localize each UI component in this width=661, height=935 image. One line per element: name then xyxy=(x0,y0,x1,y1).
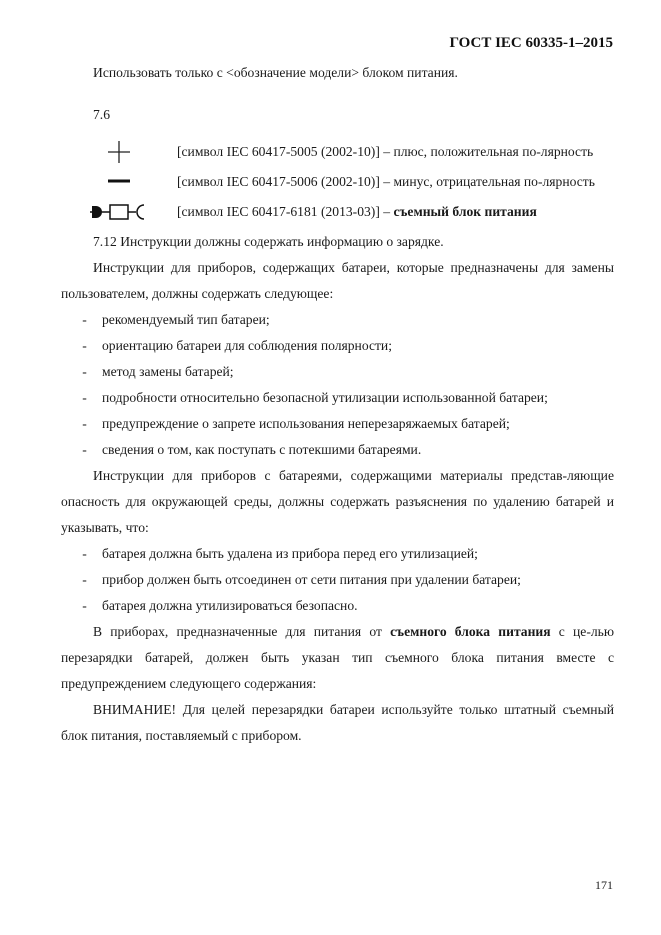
paragraph-detachable-bold: съемного блока питания xyxy=(390,624,551,639)
symbol-desc-detachable-prefix: [символ IEC 60417-6181 (2013-03)] – xyxy=(177,204,394,219)
minus-icon xyxy=(61,169,177,195)
section-number-7-6: 7.6 xyxy=(93,107,110,122)
list-battery-info xyxy=(61,307,614,463)
page-header-standard: ГОСТ IEC 60335-1–2015 xyxy=(449,35,613,51)
document-body xyxy=(61,60,614,749)
paragraph-detachable-suffix: с це-лью перезарядки батарей, должен быть указан тип съемного блока питания вместе с предупреждением следующего содержания: xyxy=(61,624,614,691)
list-item-text: метод замены батарей; xyxy=(102,364,234,379)
symbol-row-minus xyxy=(61,169,614,195)
symbol-row-plus xyxy=(61,139,614,165)
list-item-text: ориентацию батареи для соблюдения полярности; xyxy=(102,338,392,353)
paragraph-7-12: 7.12 Инструкции должны содержать информацию о зарядке. xyxy=(93,234,444,249)
list-item-text: предупреждение о запрете использования неперезаряжаемых батарей; xyxy=(102,416,510,431)
list-item: - ориентацию батареи для соблюдения полярности; xyxy=(61,333,614,359)
symbol-row-detachable xyxy=(61,199,614,225)
list-item: - батарея должна утилизироваться безопасно. xyxy=(61,593,614,619)
page-number: 171 xyxy=(595,878,613,892)
paragraph-warning: ВНИМАНИЕ! Для целей перезарядки батареи используйте только штатный съемный блок питания, поставляемый с прибором. xyxy=(61,702,614,743)
symbol-desc-detachable-bold: съемный блок питания xyxy=(393,204,537,219)
list-item: - прибор должен быть отсоединен от сети питания при удалении батареи; xyxy=(61,567,614,593)
plus-icon xyxy=(61,139,177,165)
symbol-desc-minus: [символ IEC 60417-5006 (2002-10)] – минус, отрицательная по-лярность xyxy=(177,174,595,189)
intro-line: Использовать только с <обозначение модели> блоком питания. xyxy=(93,65,458,80)
paragraph-detachable-prefix: В приборах, предназначенные для питания от xyxy=(93,624,391,639)
list-item: - сведения о том, как поступать с потекшими батареями. xyxy=(61,437,614,463)
list-item-text: рекомендуемый тип батареи; xyxy=(102,312,270,327)
symbol-desc-detachable xyxy=(177,199,614,225)
symbol-desc-plus: [символ IEC 60417-5005 (2002-10)] – плюс, положительная по-лярность xyxy=(177,144,594,159)
list-item-text: батарея должна быть удалена из прибора перед его утилизацией; xyxy=(102,546,478,561)
list-item: - рекомендуемый тип батареи; xyxy=(61,307,614,333)
list-item: - предупреждение о запрете использования неперезаряжаемых батарей; xyxy=(61,411,614,437)
paragraph-hazard: Инструкции для приборов с батареями, содержащими материалы представ-ляющие опасность для окружающей среды, должны содержать разъяснения по удалению батарей и указывать, что: xyxy=(61,468,614,535)
detachable-power-supply-icon xyxy=(61,199,177,225)
paragraph-detachable-supply xyxy=(61,619,614,697)
paragraph-instructions: Инструкции для приборов, содержащих батареи, которые предназначены для замены пользователем, должны содержать следующее: xyxy=(61,260,614,301)
list-item-text: подробности относительно безопасной утилизации использованной батареи; xyxy=(102,390,548,405)
list-item: - метод замены батарей; xyxy=(61,359,614,385)
list-item-text: прибор должен быть отсоединен от сети питания при удалении батареи; xyxy=(102,572,521,587)
list-item-text: батарея должна утилизироваться безопасно. xyxy=(102,598,358,613)
list-disposal xyxy=(61,541,614,619)
list-item: - батарея должна быть удалена из прибора перед его утилизацией; xyxy=(61,541,614,567)
list-item-text: сведения о том, как поступать с потекшими батареями. xyxy=(102,442,422,457)
list-item: - подробности относительно безопасной утилизации использованной батареи; xyxy=(61,385,614,411)
